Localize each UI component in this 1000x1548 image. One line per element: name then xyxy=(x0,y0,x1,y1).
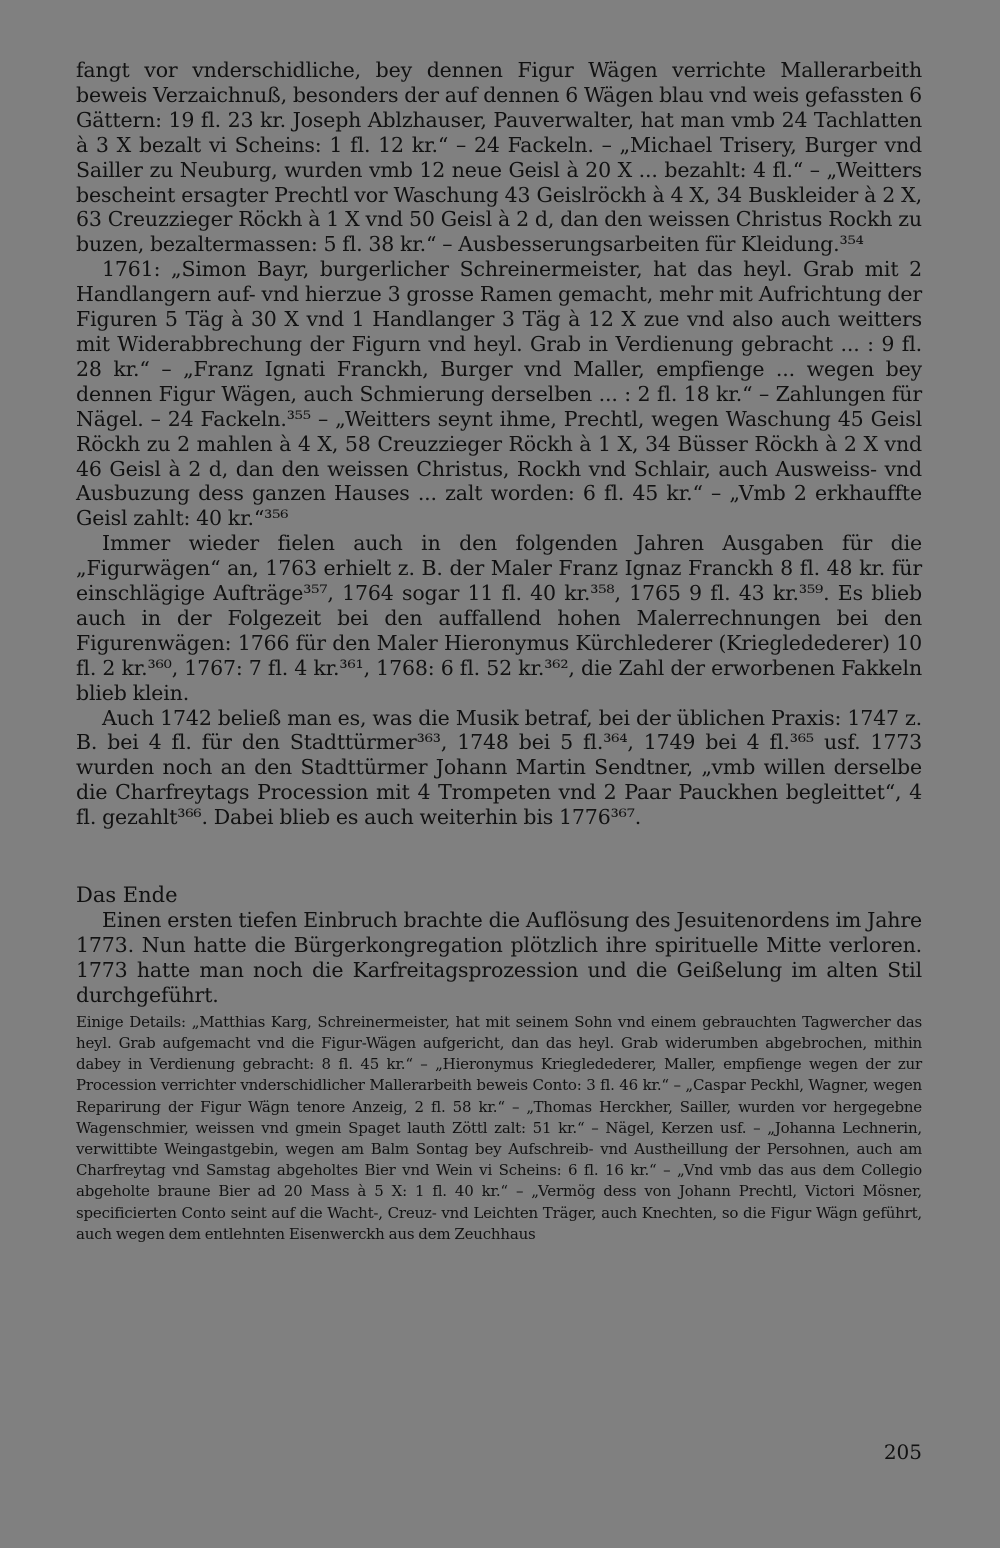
body-paragraph: fangt vor vnderschidliche, bey dennen Figur Wägen verrichte Mallerarbeith beweis Verzaichnuß, besonders der auf dennen 6 Wägen blau vnd weis gefassten 6 Gättern: 19 fl. 23 kr. Joseph Ablzhauser, Pauverwalter, hat man vmb 24 Tachlatten à 3 X bezalt vi Scheins: 1 fl. 12 kr.“ – 24 Fackeln. – „Michael Trisery, Burger vnd Sailler zu Neuburg, wurden vmb 12 neue Geisl à 20 X ... bezahlt: 4 fl.“ – „Weitters bescheint ersagter Prechtl vor Waschung 43 Geislröckh à 4 X, 34 Buskleider à 2 X, 63 Creuzzieger Röckh à 1 X vnd 50 Geisl à 2 d, dan den weissen Christus Rockh zu buzen, bezaltermassen: 5 fl. 38 kr.“ – Ausbesserungsarbeiten für Kleidung.³⁵⁴ xyxy=(76,58,922,257)
section-heading: Das Ende xyxy=(76,883,178,908)
page-number: 205 xyxy=(883,1440,922,1464)
body-paragraph: Immer wieder fielen auch in den folgenden Jahren Ausgaben für die „Figurwägen“ an, 1763 erhielt z. B. der Maler Franz Ignaz Franckh 8 fl. 48 kr. für einschlägige Aufträge³⁵⁷, 1764 sogar 11 fl. 40 kr.³⁵⁸, 1765 9 fl. 43 kr.³⁵⁹. Es blieb auch in der Folgezeit bei den auffallend hohen Malerrechnungen bei den Figurenwägen: 1766 für den Maler Hieronymus Kürchlederer (Kriegledederer) 10 fl. 2 kr.³⁶⁰, 1767: 7 fl. 4 kr.³⁶¹, 1768: 6 fl. 52 kr.³⁶², die Zahl der erworbenen Fakkeln blieb klein. xyxy=(76,531,922,705)
section-paragraph: Einen ersten tiefen Einbruch brachte die Auflösung des Jesuitenordens im Jahre 1773. Nun hatte die Bürgerkongregation plötzlich ihre spirituelle Mitte verloren. 1773 hatte man noch die Karfreitagsprozession und die Geißelung im alten Stil durchgeführt. xyxy=(76,908,922,1007)
body-paragraph: 1761: „Simon Bayr, burgerlicher Schreinermeister, hat das heyl. Grab mit 2 Handlangern auf- vnd hierzue 3 grosse Ramen gemacht, mehr mit Aufrichtung der Figuren 5 Täg à 30 X vnd 1 Handlanger 3 Täg à 12 X zue vnd also auch weitters mit Widerabbrechung der Figurn vnd heyl. Grab in Verdienung gebracht ... : 9 fl. 28 kr.“ – „Franz Ignati Franckh, Burger vnd Maller, empfienge ... wegen bey dennen Figur Wägen, auch Schmierung derselben ... : 2 fl. 18 kr.“ – Zahlungen für Nägel. – 24 Fackeln.³⁵⁵ – „Weitters seynt ihme, Prechtl, wegen Waschung 45 Geisl Röckh zu 2 mahlen à 4 X, 58 Creuzzieger Röckh à 1 X, 34 Büsser Röckh à 2 X vnd 46 Geisl à 2 d, dan den weissen Christus, Rockh vnd Schlair, auch Ausweiss- vnd Ausbuzung dess ganzen Hauses ... zalt worden: 6 fl. 45 kr.“ – „Vmb 2 erkhauffte Geisl zahlt: 40 kr.“³⁵⁶ xyxy=(76,257,922,531)
detail-note: Einige Details: „Matthias Karg, Schreinermeister, hat mit seinem Sohn vnd einem gebrauchten Tagwercher das heyl. Grab aufgemacht vnd die Figur-Wägen aufgericht, dan das heyl. Grab widerumben abgebrochen, mithin dabey in Verdienung gebracht: 8 fl. 45 kr.“ – „Hieronymus Kriegledederer, Maller, empfienge wegen der zur Procession verrichter vnderschidlicher Mallerarbeith beweis Conto: 3 fl. 46 kr.“ – „Caspar Peckhl, Wagner, wegen Reparirung der Figur Wägn tenore Anzeig, 2 fl. 58 kr.“ – „Thomas Herckher, Sailler, wurden vor hergegebne Wagenschmier, weissen vnd gmein Spaget lauth Zöttl zalt: 51 kr.“ – Nägel, Kerzen usf. – „Johanna Lechnerin, verwittibte Weingastgebin, wegen am Balm Sontag bey Aufschreib- vnd Austheillung der Persohnen, auch am Charfreytag vnd Samstag abgeholtes Bier vnd Wein vi Scheins: 6 fl. 16 kr.“ – „Vnd vmb das aus dem Collegio abgeholte braune Bier ad 20 Mass à 5 X: 1 fl. 40 kr.“ – „Vermög dess von Johann Prechtl, Victori Mösner, specificierten Conto seint auf die Wacht-, Creuz- vnd Leichten Träger, auch Knechten, so die Figur Wägn geführt, auch wegen dem entlehnten Eisenwerckh aus dem Zeuchhaus xyxy=(76,1012,922,1243)
body-paragraph: Auch 1742 beließ man es, was die Musik betraf, bei der üblichen Praxis: 1747 z. B. bei 4 fl. für den Stadttürmer³⁶³, 1748 bei 5 fl.³⁶⁴, 1749 bei 4 fl.³⁶⁵ usf. 1773 wurden noch an den Stadttürmer Johann Martin Sendtner, „vmb willen derselbe die Charfreytags Procession mit 4 Trompeten vnd 2 Paar Pauckhen begleittet“, 4 fl. gezahlt³⁶⁶. Dabei blieb es auch weiterhin bis 1776³⁶⁷. xyxy=(76,705,922,830)
page-body xyxy=(76,58,922,1245)
